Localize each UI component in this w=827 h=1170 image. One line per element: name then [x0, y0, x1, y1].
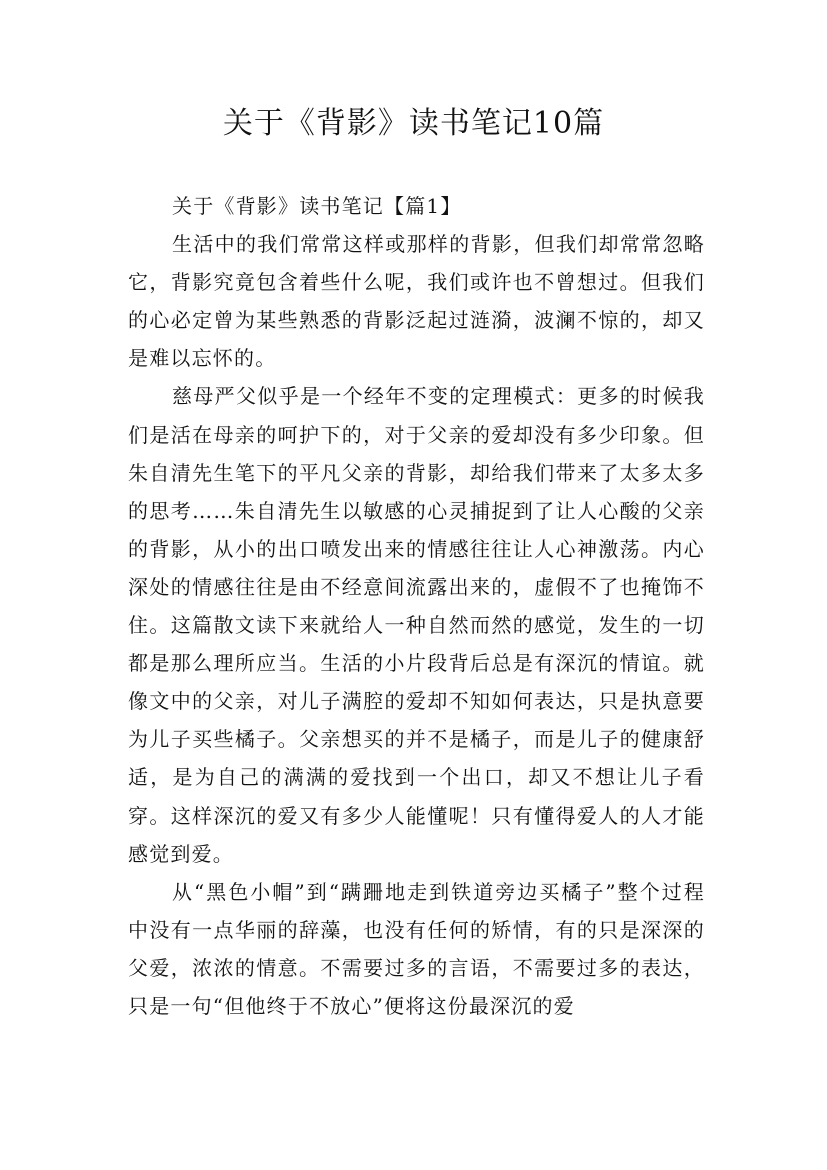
section-heading: 关于《背影》读书笔记【篇1】 [172, 194, 462, 218]
paragraph-2: 慈母严父似乎是一个经年不变的定理模式：更多的时候我们是活在母亲的呵护下的，对于父亲的爱却没有多少印象。但朱自清先生笔下的平凡父亲的背影，却给我们带来了太多太多的思考……朱自清先生以敏感的心灵捕捉到了让人心酸的父亲的背影，从小的出口喷发出来的情感往往让人心神激荡。内心深处的情感往往是由不经意间流露出来的，虚假不了也掩饰不住。这篇散文读下来就给人一种自然而然的感觉，发生的一切都是那么理所应当。生活的小片段背后总是有深沉的情谊。就像文中的父亲，对儿子满腔的爱却不知如何表达，只是执意要为儿子买些橘子。父亲想买的并不是橘子，而是儿子的健康舒适，是为自己的满满的爱找到一个出口，却又不想让儿子看穿。这样深沉的爱又有多少人能懂呢！只有懂得爱人的人才能感觉到爱。 [128, 384, 705, 866]
paragraph-1: 生活中的我们常常这样或那样的背影，但我们却常常忽略它，背影究竟包含着些什么呢，我们或许也不曾想过。但我们的心必定曾为某些熟悉的背影泛起过涟漪，波澜不惊的，却又是难以忘怀的。 [128, 232, 705, 371]
document-body [128, 187, 705, 1025]
document-title: 关于《背影》读书笔记10篇 [222, 106, 605, 141]
paragraph-3: 从“黑色小帽”到“蹒跚地走到铁道旁边买橘子”整个过程中没有一点华丽的辞藻，也没有任何的矫情，有的只是深深的父爱，浓浓的情意。不需要过多的言语，不需要过多的表达，只是一句“但他终于不放心”便将这份最深沉的爱 [128, 879, 705, 1018]
